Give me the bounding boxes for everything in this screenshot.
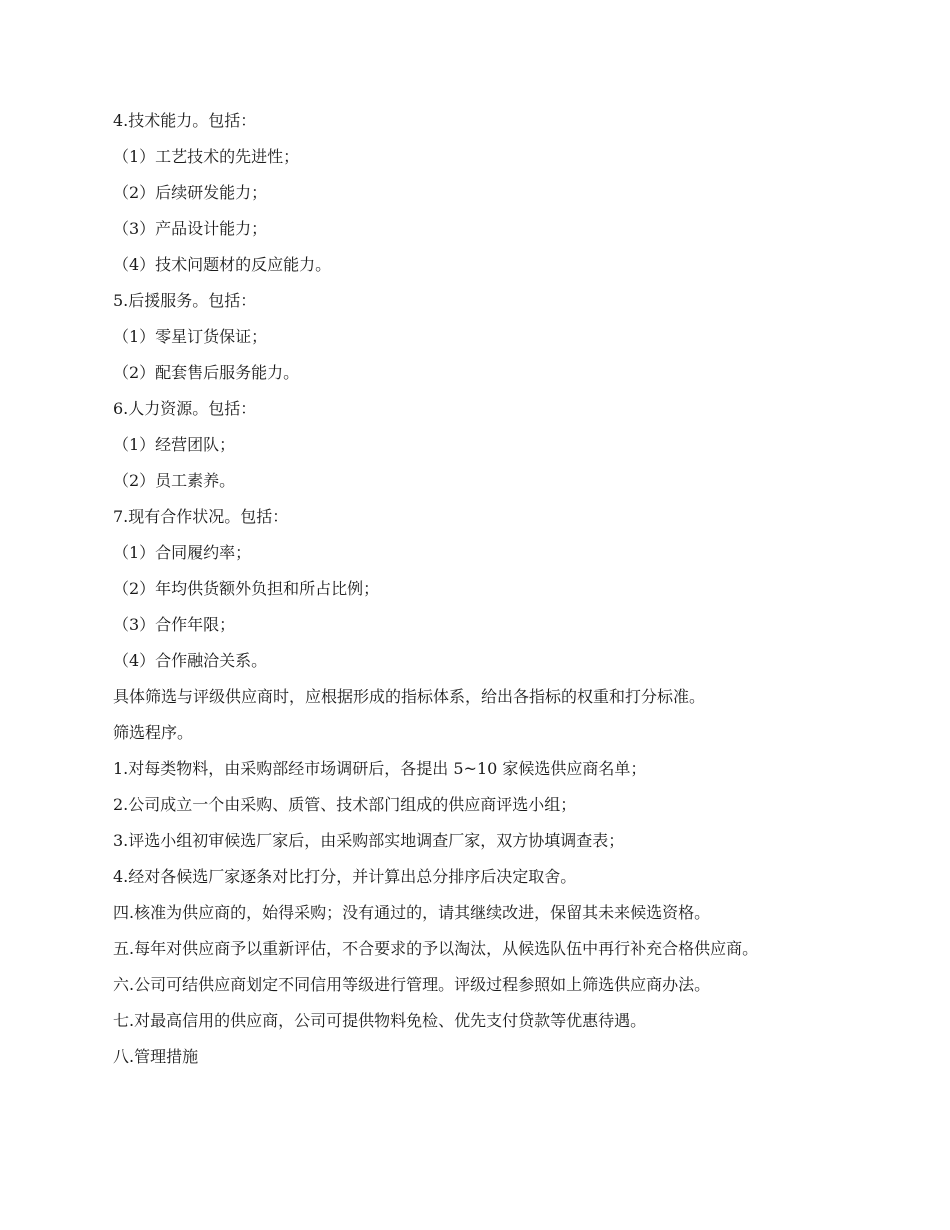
paragraph-section-four: 四.核准为供应商的，始得采购；没有通过的，请其继续改进，保留其未来候选资格。 (113, 903, 711, 922)
paragraph-section-seven: 七.对最高信用的供应商，公司可提供物料免检、优先支付贷款等优惠待遇。 (113, 1011, 647, 1030)
paragraph-cooperation-heading: 7.现有合作状况。包括： (113, 507, 289, 526)
paragraph-section-five: 五.每年对供应商予以重新评估，不合要求的予以淘汰，从候选队伍中再行补充合格供应商。 (113, 939, 759, 958)
paragraph-support-heading: 5.后援服务。包括： (113, 291, 257, 310)
document-body (113, 110, 833, 1082)
paragraph-rating-criteria: 具体筛选与评级供应商时，应根据形成的指标体系，给出各指标的权重和打分标准。 (113, 687, 706, 706)
paragraph-support-item-2: （2）配套售后服务能力。 (113, 363, 300, 382)
paragraph-screening-step-1: 1.对每类物料，由采购部经市场调研后，各提出 5~10 家候选供应商名单； (113, 759, 647, 778)
paragraph-hr-item-1: （1）经营团队； (113, 435, 236, 454)
paragraph-cooperation-item-2: （2）年均供货额外负担和所占比例； (113, 579, 380, 598)
paragraph-section-eight: 八.管理措施 (113, 1047, 199, 1066)
paragraph-screening-step-2: 2.公司成立一个由采购、质管、技术部门组成的供应商评选小组； (113, 795, 577, 814)
paragraph-hr-item-2: （2）员工素养。 (113, 471, 236, 490)
paragraph-tech-item-4: （4）技术问题材的反应能力。 (113, 255, 332, 274)
paragraph-screening-heading: 筛选程序。 (113, 723, 194, 742)
paragraph-screening-step-3: 3.评选小组初审候选厂家后，由采购部实地调查厂家，双方协填调查表； (113, 831, 625, 850)
paragraph-tech-capability-heading: 4.技术能力。包括： (113, 111, 257, 130)
paragraph-hr-heading: 6.人力资源。包括： (113, 399, 257, 418)
paragraph-screening-step-4: 4.经对各候选厂家逐条对比打分，并计算出总分排序后决定取舍。 (113, 867, 577, 886)
paragraph-support-item-1: （1）零星订货保证； (113, 327, 268, 346)
paragraph-tech-item-3: （3）产品设计能力； (113, 219, 268, 238)
paragraph-tech-item-2: （2）后续研发能力； (113, 183, 268, 202)
paragraph-cooperation-item-4: （4）合作融洽关系。 (113, 651, 268, 670)
paragraph-cooperation-item-1: （1）合同履约率； (113, 543, 252, 562)
paragraph-cooperation-item-3: （3）合作年限； (113, 615, 236, 634)
paragraph-tech-item-1: （1）工艺技术的先进性； (113, 147, 300, 166)
paragraph-section-six: 六.公司可结供应商划定不同信用等级进行管理。评级过程参照如上筛选供应商办法。 (113, 975, 711, 994)
